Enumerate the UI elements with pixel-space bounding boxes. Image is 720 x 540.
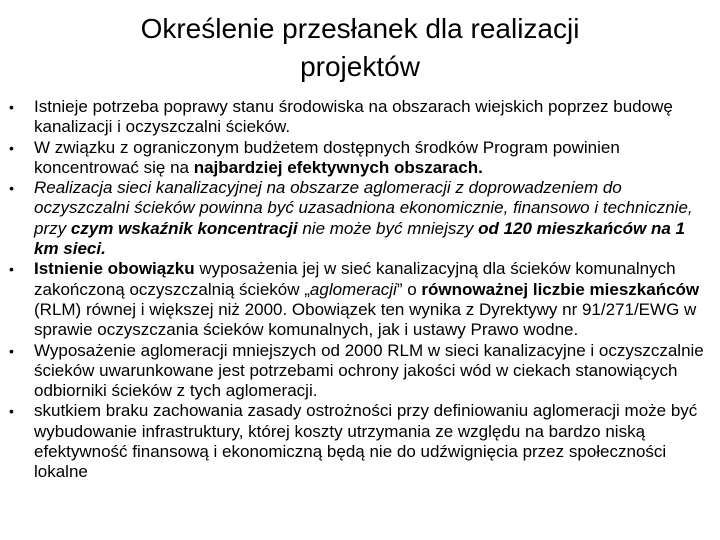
bullet-text: Wyposażenie aglomeracji mniejszych od 2000 RLM w sieci kanalizacyjne i oczyszczalnie ścieków uwarunkowane jest potrzebami ochrony jakości wód w ciekach stanowiących odbiorniki ścieków z tych aglomeracji.: [34, 340, 704, 401]
bullet-dot: •: [9, 139, 14, 156]
bullet-text: (RLM) równej i większej niż 2000. Obowiązek ten wynika z Dyrektywy nr 91/271/EWG w sprawie oczyszczania ścieków komunalnych, jak i ustawy Prawo wodne.: [34, 299, 697, 340]
bullet-text: wyposażenia jej w sieć kanalizacyjną dla ścieków komunalnych zakończoną oczyszczalnią ścieków „: [34, 259, 676, 299]
bullet-emphasis: od 120 mieszkańców na 1 km sieci.: [34, 218, 685, 259]
bullet-item: [0, 259, 712, 340]
bullet-item: [0, 341, 712, 402]
bullet-dot: •: [9, 403, 14, 420]
bullet-text: Realizacja sieci kanalizacyjnej na obszarze aglomeracji z doprowadzeniem do oczyszczalni ścieków powinna być uzasadniona ekonomicznie, finansowo i technicznie, przy: [34, 178, 693, 238]
bullet-emphasis: czym wskaźnik koncentracji: [70, 218, 298, 238]
bullet-item: [0, 401, 712, 482]
bullet-dot: •: [9, 180, 14, 197]
bullet-text: Istnieje potrzeba poprawy stanu środowiska na obszarach wiejskich poprzez budowę kanalizacji i oczyszczalni ścieków.: [34, 97, 673, 137]
bullet-text: W związku z ograniczonym budżetem dostępnych środków Program powinien koncentrować się na: [34, 137, 620, 177]
bullet-emphasis: Istnienie obowiązku: [34, 259, 195, 279]
bullet-text: skutkiem braku zachowania zasady ostrożności przy definiowaniu aglomeracji może być wybudowanie infrastruktury, której koszty utrzymania ze względu na bardzo niską efektywność finansową i ekonomiczną będą nie do udźwignięcia przez społeczności lokalne: [34, 401, 698, 482]
slide-title-line-1: Określenie przesłanek dla realizacji: [140, 13, 580, 44]
bullet-dot: •: [9, 342, 14, 359]
slide-title-line-2: projektów: [300, 51, 420, 82]
bullet-dot: •: [9, 99, 14, 115]
bullet-item: [0, 178, 712, 259]
bullet-item: [0, 97, 712, 138]
bullet-emphasis: równoważnej liczbie mieszkańców: [421, 279, 700, 299]
bullet-italic: aglomeracji: [309, 279, 397, 299]
bullet-dot: •: [9, 261, 14, 278]
slide-title: [40, 10, 680, 86]
bullet-text: nie może być mniejszy: [297, 218, 479, 238]
bullet-emphasis: najbardziej efektywnych obszarach.: [193, 157, 483, 177]
bullet-list: [0, 97, 712, 483]
bullet-text: ” o: [396, 279, 422, 299]
bullet-item: [0, 138, 712, 179]
